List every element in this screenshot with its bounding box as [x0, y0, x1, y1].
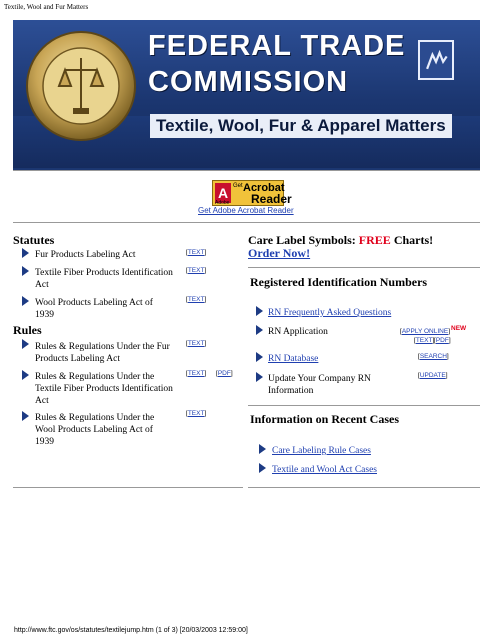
acrobat-logo-adobe: Adobe [215, 200, 230, 206]
section-divider-top [13, 222, 480, 223]
statute-fur-products: Fur Products Labeling Act [35, 250, 136, 260]
rule-fur-text-link[interactable]: [TEXT] [186, 340, 207, 347]
rule-wool-text-link[interactable]: [TEXT] [186, 410, 207, 417]
adobe-a-icon: A [215, 183, 231, 203]
arrow-bullet-icon [259, 444, 266, 454]
arrow-bullet-icon [22, 370, 29, 380]
rule-textile-fiber: Rules & Regulations Under the Textile Fiber Products Identification Act [35, 372, 173, 406]
banner-title-line1: FEDERAL TRADE [148, 30, 406, 62]
statute-textile-text-link[interactable]: [TEXT] [186, 267, 207, 274]
statute-wool-text-link[interactable]: [TEXT] [186, 296, 207, 303]
care-label-divider [248, 267, 480, 268]
arrow-bullet-icon [256, 306, 263, 316]
arrow-bullet-icon [256, 352, 263, 362]
rn-search-link[interactable]: [SEARCH] [418, 353, 449, 360]
statute-textile-fiber: Textile Fiber Products Identification Act [35, 268, 173, 290]
rn-update-link[interactable]: [UPDATE] [418, 372, 448, 379]
rule-fur-products: Rules & Regulations Under the Fur Products Labeling Act [35, 342, 170, 364]
recent-cases-heading: Information on Recent Cases [250, 412, 399, 426]
arrow-bullet-icon [22, 266, 29, 276]
new-badge: NEW [451, 325, 467, 332]
statute-wool-products: Wool Products Labeling Act of 1939 [35, 298, 153, 320]
rn-apply-online-link[interactable]: [APPLY ONLINE] [400, 328, 450, 335]
ftc-seal-icon [25, 24, 137, 148]
page-footer-url: http://www.ftc.gov/os/statutes/textilejump.htm (1 of 3) [20/03/2003 12:59:00] [14, 627, 248, 634]
order-now-link[interactable]: Order Now! [248, 246, 311, 260]
acrobat-logo-reader: Reader [251, 192, 292, 206]
page-header: Textile, Wool and Fur Matters [4, 3, 89, 11]
rn-divider [248, 405, 480, 406]
rn-update-info: Update Your Company RN Information [268, 374, 371, 396]
arrow-bullet-icon [22, 248, 29, 258]
rn-application-pdf-link[interactable]: [PDF] [434, 337, 451, 344]
rule-textile-pdf-link[interactable]: [PDF] [216, 370, 233, 377]
rn-heading: Registered Identification Numbers [250, 275, 428, 289]
rn-faq-link[interactable]: RN Frequently Asked Questions [268, 308, 392, 318]
arrow-bullet-icon [259, 463, 266, 473]
care-labeling-cases-link[interactable]: Care Labeling Rule Cases [272, 446, 371, 456]
arrow-bullet-icon [22, 296, 29, 306]
rules-heading: Rules [13, 323, 42, 337]
right-column-bottom-rule [248, 487, 480, 488]
acrobat-reader-logo[interactable] [212, 180, 292, 206]
acrobat-logo-acrobat: Acrobat [243, 182, 285, 194]
arrow-bullet-icon [256, 372, 263, 382]
banner-title-line2: COMMISSION [148, 66, 349, 98]
statutes-heading: Statutes [13, 233, 55, 247]
rn-application-text-link[interactable]: [TEXT] [414, 337, 435, 344]
banner-divider [13, 170, 480, 171]
statute-fur-text-link[interactable]: [TEXT] [186, 249, 207, 256]
hand-logo-icon [418, 40, 454, 80]
left-column-bottom-rule [13, 487, 243, 488]
acrobat-logo-get: Get [233, 183, 243, 189]
arrow-bullet-icon [22, 411, 29, 421]
banner-subtitle: Textile, Wool, Fur & Apparel Matters [150, 114, 452, 138]
care-label-heading: Care Label Symbols: FREE Charts! [248, 233, 434, 247]
rule-textile-text-link[interactable]: [TEXT] [186, 370, 207, 377]
get-acrobat-link[interactable]: Get Adobe Acrobat Reader [198, 206, 294, 215]
rule-wool-products: Rules & Regulations Under the Wool Products Labeling Act of 1939 [35, 413, 155, 447]
arrow-bullet-icon [22, 339, 29, 349]
rn-database-link[interactable]: RN Database [268, 354, 319, 364]
textile-wool-cases-link[interactable]: Textile and Wool Act Cases [272, 465, 377, 475]
arrow-bullet-icon [256, 325, 263, 335]
rn-application: RN Application [268, 327, 328, 337]
ftc-banner [13, 20, 480, 170]
